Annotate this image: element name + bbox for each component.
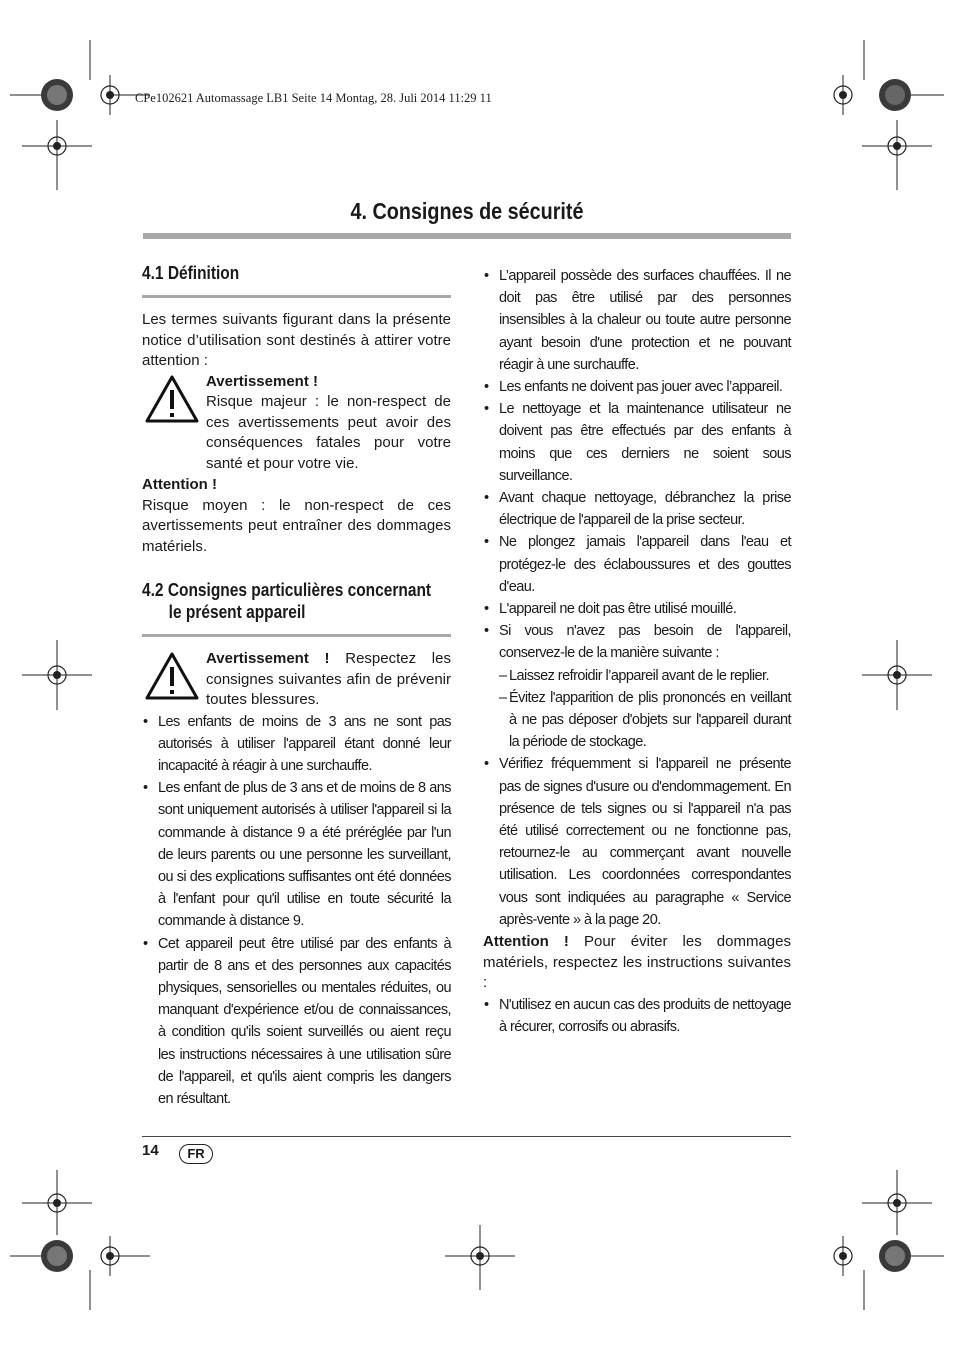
warning-label: Avertissement ! (206, 650, 330, 667)
definition-intro: Les termes suivants figurant dans la présente notice d’utilisation sont destinés à attirer votre attention : (142, 311, 451, 369)
warning-text: Respectez les consignes suivantes afin de prévenir toutes blessures. (206, 650, 451, 708)
warning-label: Avertissement ! (206, 372, 318, 390)
page-title: 4. Consignes de sécurité (350, 198, 584, 224)
section-heading-specific-line2: le présent appareil (168, 602, 306, 622)
left-column (142, 262, 451, 1110)
sub-list-item: – Laissez refroidir l’appareil avant de le replier. (499, 667, 769, 684)
page-number: 14 (142, 1142, 159, 1159)
list-item: • Ne plongez jamais l'appareil dans l'eau et protégez-le des éclaboussures et des gouttes d'eau. (484, 534, 791, 595)
warning-block (142, 372, 451, 475)
list-item: • Si vous n'avez pas besoin de l'appareil, conservez-le de la manière suivante : (484, 623, 791, 662)
footer-divider (142, 1136, 791, 1137)
list-item: • Avant chaque nettoyage, débranchez la prise électrique de l'appareil de la prise secteur. (484, 490, 791, 529)
section-heading-definition: 4.1 Définition (142, 263, 240, 283)
list-item: • Les enfants de moins de 3 ans ne sont pas autorisés à utiliser l'appareil étant donné leur incapacité à réagir à une surchauffe. (143, 713, 451, 774)
language-badge: FR (179, 1144, 213, 1164)
list-item: • Vérifiez fréquemment si l'appareil ne présente pas de signes d'usure ou d'endommagement. En présence de tels signes ou si l'appareil n'a pas été utilisé correctement ou ne fonctionne pas, retournez-le au commerçant avant nouvelle utilisation. Les coordonnées correspondantes vous sont indiquées au paragraphe « Service après-vente » à la page 20. (484, 756, 791, 928)
attention-label: Attention ! (142, 476, 217, 493)
warning-triangle-icon (144, 374, 200, 424)
list-item: • Le nettoyage et la maintenance utilisateur ne doivent pas être effectués par des enfants à moins que ces derniers ne soient sous surveillance. (484, 401, 791, 484)
list-item: • Les enfants ne doivent pas jouer avec l’appareil. (484, 379, 783, 396)
list-item: • Cet appareil peut être utilisé par des enfants à partir de 8 ans et des personnes aux capacités physiques, sensorielles ou mentales réduites, ou manquant d'expérience et/ou de connaissances, à condition qu'ils soient surveillés ou aient reçu les instructions nécessaires à une utilisation sûre de l'appareil, et qu'ils aient compris les dangers en résultant. (143, 935, 451, 1107)
section-divider (142, 295, 451, 298)
safety-list (483, 265, 791, 931)
warning-text: Risque majeur : le non-respect de ces avertissements peut avoir des conséquences fatales pour votre santé et pour votre vie. (206, 393, 451, 472)
attention-text: Risque moyen : le non-respect de ces avertissements peut entraîner des dommages matériels. (142, 496, 451, 555)
sub-list-item: – Évitez l'apparition de plis prononcés en veillant à ne pas déposer d'objets sur l'appareil durant la période de stockage. (499, 689, 791, 751)
section-heading-specific: 4.2 Consignes particulières concernant (142, 580, 432, 600)
title-divider (143, 233, 791, 239)
list-item: • L’appareil possède des surfaces chauffées. Il ne doit pas être utilisé par des personnes insensibles à la chaleur ou toute autre personne ayant besoin d'une protection et ne pouvant réagir à une surchauffe. (484, 268, 791, 373)
attention-label: Attention ! (483, 933, 569, 951)
section-divider (142, 634, 451, 637)
print-header: CPe102621 Automassage LB1 Seite 14 Montag, 28. Juli 2014 11:29 11 (135, 91, 492, 105)
right-column (483, 265, 791, 1038)
list-item: • Les enfant de plus de 3 ans et de moins de 8 ans sont uniquement autorisés à utiliser l'appareil si la commande à distance 9 a été préréglée par l'un de leurs parents ou une personne les surveillant, ou si des explications suffisantes ont été données à l'enfant pour qu'il utilise en toute sécurité la commande à distance 9. (143, 780, 451, 930)
list-item: • L'appareil ne doit pas être utilisé mouillé. (484, 601, 737, 618)
warning-block (142, 649, 451, 711)
attention-text: Pour éviter les dommages matériels, respectez les instructions suivantes : (483, 933, 791, 992)
warning-triangle-icon (144, 651, 200, 701)
safety-list (483, 994, 791, 1038)
safety-list (142, 711, 451, 1111)
list-item: • N'utilisez en aucun cas des produits de nettoyage à récurer, corrosifs ou abrasifs. (484, 996, 791, 1035)
